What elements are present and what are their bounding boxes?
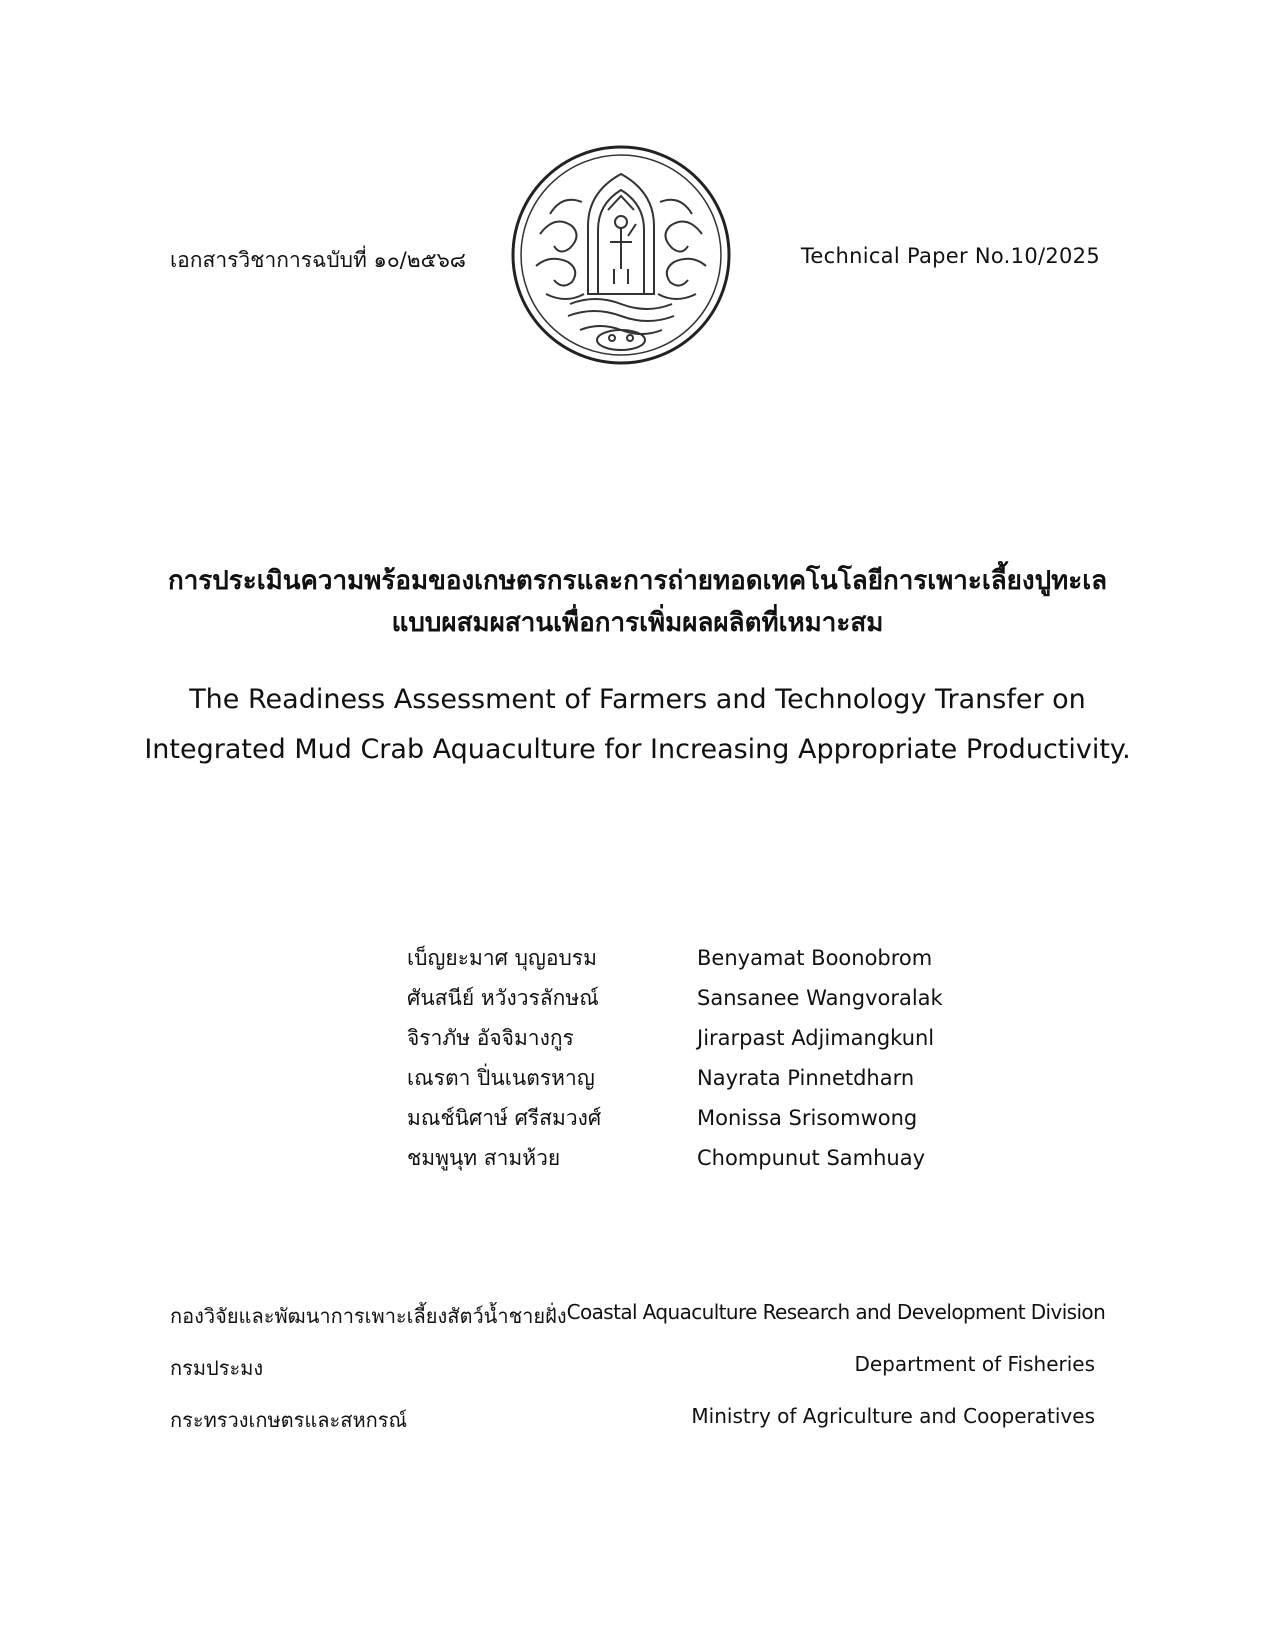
- author-name-english: Jirarpast Adjimangkunl: [697, 1026, 935, 1050]
- department-row: [170, 1352, 1095, 1384]
- title-thai-line-1: การประเมินความพร้อมของเกษตรกรและการถ่ายทอดเทคโนโลยีการเพาะเลี้ยงปูทะเล: [167, 566, 1108, 596]
- department-of-fisheries-seal-icon: [510, 144, 732, 366]
- division-thai: กองวิจัยและพัฒนาการเพาะเลี้ยงสัตว์น้ำชายฝั่ง: [170, 1304, 567, 1328]
- author-name-english: Nayrata Pinnetdharn: [697, 1066, 915, 1090]
- paper-number-thai: เอกสารวิชาการฉบับที่ ๑๐/๒๕๖๘: [170, 248, 466, 272]
- author-row: [407, 978, 1007, 1018]
- title-thai-line-2: แบบผสมผสานเพื่อการเพิ่มผลผลิตที่เหมาะสม: [391, 608, 884, 638]
- ministry-english: Ministry of Agriculture and Cooperatives: [691, 1404, 1095, 1428]
- title-english-line-1: The Readiness Assessment of Farmers and Technology Transfer on: [189, 684, 1086, 715]
- ministry-thai: กระทรวงเกษตรและสหกรณ์: [170, 1408, 408, 1432]
- author-name-thai: เณรตา ปิ่นเนตรหาญ: [407, 1065, 595, 1090]
- department-thai: กรมประมง: [170, 1356, 264, 1380]
- author-row: [407, 1138, 1007, 1178]
- department-english: Department of Fisheries: [854, 1352, 1095, 1376]
- author-name-english: Sansanee Wangvoralak: [697, 986, 943, 1010]
- author-row: [407, 1058, 1007, 1098]
- paper-number-english: Technical Paper No.10/2025: [800, 244, 1100, 268]
- author-name-thai: ศันสนีย์ หวังวรลักษณ์: [407, 985, 599, 1010]
- author-name-thai: จิราภัษ อัจจิมางกูร: [407, 1025, 574, 1050]
- author-name-english: Chompunut Samhuay: [697, 1146, 926, 1170]
- author-row: [407, 1098, 1007, 1138]
- title-english-line-2: Integrated Mud Crab Aquaculture for Increasing Appropriate Productivity.: [144, 734, 1131, 765]
- author-name-english: Benyamat Boonobrom: [697, 946, 933, 970]
- ministry-row: [170, 1404, 1095, 1436]
- author-name-thai: ชมพูนุท สามห้วย: [407, 1145, 561, 1170]
- division-row: [170, 1300, 1106, 1332]
- division-english: Coastal Aquaculture Research and Development Division: [566, 1300, 1106, 1324]
- author-name-english: Monissa Srisomwong: [697, 1106, 918, 1130]
- author-row: [407, 938, 1007, 978]
- author-name-thai: มณช์นิศาษ์ ศรีสมวงศ์: [407, 1105, 602, 1130]
- author-name-thai: เบ็ญยะมาศ บุญอบรม: [407, 945, 597, 970]
- author-list: [407, 938, 1007, 1178]
- author-row: [407, 1018, 1007, 1058]
